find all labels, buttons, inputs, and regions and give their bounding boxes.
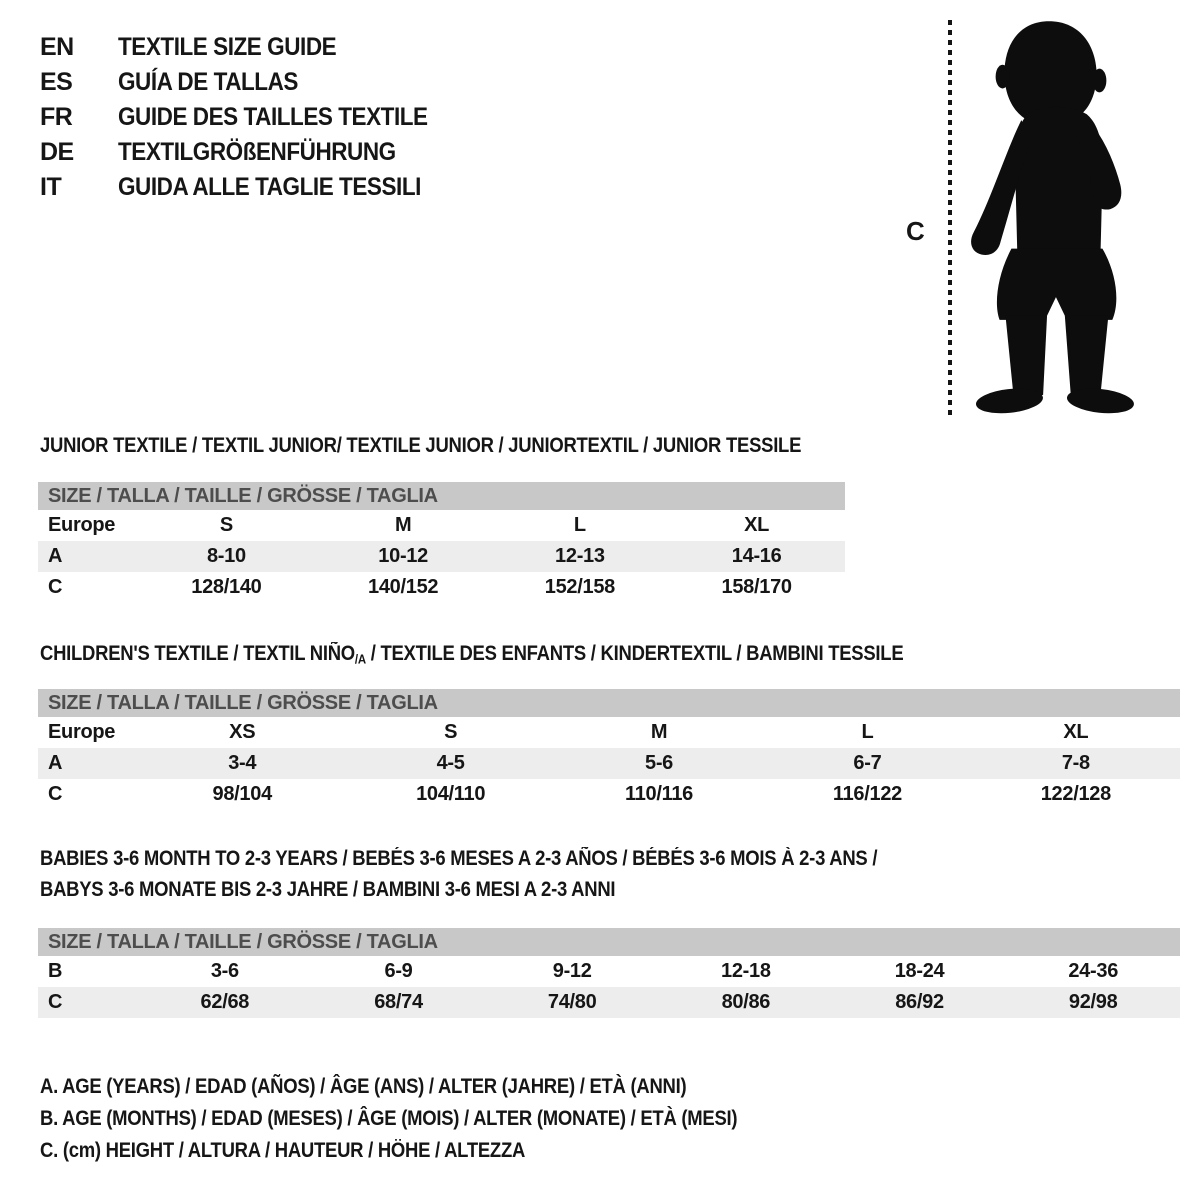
language-title: GUIDE DES TAILLES TEXTILE [118, 103, 428, 131]
size-table-header: SIZE / TALLA / TAILLE / GRÖSSE / TAGLIA [38, 689, 1180, 717]
babies-title-line2: BABYS 3-6 MONATE BIS 2-3 JAHRE / BAMBINI 3-6 MESI A 2-3 ANNI [40, 878, 616, 901]
row-label: Europe [48, 514, 116, 536]
table-row-age [38, 541, 845, 572]
age-cell: 4-5 [436, 752, 465, 774]
size-cell: XL [744, 514, 770, 536]
babies-size-table [38, 928, 1180, 1018]
height-cell: 116/122 [832, 783, 902, 805]
height-cell: 74/80 [547, 991, 597, 1013]
size-cell: L [861, 721, 874, 743]
table-row-europe [38, 510, 845, 541]
height-cell: 68/74 [374, 991, 423, 1013]
height-cell: 92/98 [1068, 991, 1118, 1013]
size-cell: S [219, 514, 233, 536]
months-cell: 12-18 [721, 960, 771, 982]
height-measure-label: C [906, 216, 925, 246]
row-label: A [48, 545, 63, 567]
height-cell: 158/170 [721, 576, 792, 598]
language-code: DE [40, 138, 74, 166]
language-code: EN [40, 33, 74, 61]
language-code: ES [40, 68, 73, 96]
months-cell: 3-6 [210, 960, 239, 982]
table-row-height [38, 779, 1180, 810]
size-cell: M [650, 721, 668, 743]
age-cell: 5-6 [645, 752, 674, 774]
height-cell: 62/68 [200, 991, 250, 1013]
months-cell: 18-24 [894, 960, 945, 982]
height-cell: 86/92 [895, 991, 944, 1013]
table-row-months [38, 956, 1180, 987]
babies-title-line1: BABIES 3-6 MONTH TO 2-3 YEARS / BEBÉS 3-6 MESES A 2-3 AÑOS / BÉBÉS 3-6 MOIS À 2-3 ANS / [40, 847, 878, 870]
language-row-de [40, 135, 462, 170]
months-cell: 24-36 [1068, 960, 1119, 982]
months-cell: 9-12 [552, 960, 592, 982]
height-cell: 140/152 [368, 576, 439, 598]
language-title-list [40, 30, 462, 205]
children-title-post: / TEXTILE DES ENFANTS / KINDERTEXTIL / BAMBINI TESSILE [365, 642, 904, 665]
height-cell: 110/116 [625, 783, 694, 805]
table-row-height [38, 572, 845, 603]
size-table-header: SIZE / TALLA / TAILLE / GRÖSSE / TAGLIA [38, 928, 1180, 956]
age-cell: 8-10 [206, 545, 246, 567]
size-cell: XS [229, 721, 256, 743]
table-row-height [38, 987, 1180, 1018]
children-title-subscript: /A [354, 651, 366, 667]
height-cell: 80/86 [721, 991, 771, 1013]
footnote-legend [40, 1071, 832, 1167]
row-label: C [48, 783, 63, 805]
row-label: C [48, 991, 63, 1013]
children-size-table [38, 689, 1180, 810]
size-table-header: SIZE / TALLA / TAILLE / GRÖSSE / TAGLIA [38, 482, 845, 510]
language-code: IT [40, 173, 62, 201]
row-label: B [48, 960, 63, 982]
language-title: GUIDA ALLE TAGLIE TESSILI [118, 173, 421, 201]
footnote-b: B. AGE (MONTHS) / EDAD (MESES) / ÂGE (MOIS) / ALTER (MONATE) / ETÀ (MESI) [40, 1107, 738, 1130]
toddler-silhouette-icon [962, 18, 1140, 416]
size-cell: XL [1063, 721, 1089, 743]
children-title-pre: CHILDREN'S TEXTILE / TEXTIL NIÑO [40, 642, 355, 665]
height-cell: 98/104 [212, 783, 272, 805]
height-cell: 152/158 [544, 576, 615, 598]
children-section-title [40, 642, 903, 666]
size-cell: S [444, 721, 458, 743]
language-row-fr [40, 100, 462, 135]
language-title: TEXTILGRÖßENFÜHRUNG [118, 138, 396, 166]
language-row-it [40, 170, 462, 205]
height-cell: 128/140 [191, 576, 262, 598]
language-title: GUÍA DE TALLAS [118, 68, 298, 96]
age-cell: 14-16 [731, 545, 782, 567]
age-cell: 12-13 [555, 545, 605, 567]
age-cell: 7-8 [1061, 752, 1090, 774]
age-cell: 6-7 [853, 752, 882, 774]
language-row-en [40, 30, 462, 65]
size-cell: L [573, 514, 586, 536]
language-code: FR [40, 103, 73, 131]
junior-size-table [38, 482, 845, 603]
table-row-europe [38, 717, 1180, 748]
row-label: C [48, 576, 63, 598]
height-measure-dashed-line [948, 20, 952, 416]
size-cell: M [394, 514, 412, 536]
language-row-es [40, 65, 462, 100]
row-label: Europe [48, 721, 116, 743]
row-label: A [48, 752, 63, 774]
table-row-age [38, 748, 1180, 779]
age-cell: 3-4 [228, 752, 257, 774]
language-title: TEXTILE SIZE GUIDE [118, 33, 337, 61]
junior-section-title: JUNIOR TEXTILE / TEXTIL JUNIOR/ TEXTILE JUNIOR / JUNIORTEXTIL / JUNIOR TESSILE [40, 434, 802, 457]
babies-section-title [40, 843, 877, 905]
months-cell: 6-9 [384, 960, 413, 982]
footnote-a: A. AGE (YEARS) / EDAD (AÑOS) / ÂGE (ANS) / ALTER (JAHRE) / ETÀ (ANNI) [40, 1075, 687, 1098]
footnote-c: C. (cm) HEIGHT / ALTURA / HAUTEUR / HÖHE / ALTEZZA [40, 1139, 526, 1162]
height-cell: 122/128 [1040, 783, 1111, 805]
height-cell: 104/110 [416, 783, 486, 805]
age-cell: 10-12 [378, 545, 428, 567]
